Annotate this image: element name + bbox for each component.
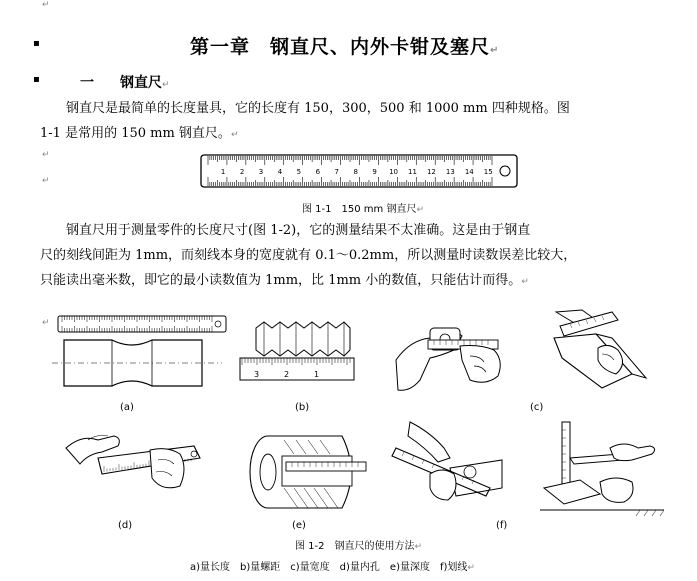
figure-f-marking-2 xyxy=(540,418,670,518)
ruler-tick-label: 12 xyxy=(426,168,436,176)
ruler-tick-label: 4 xyxy=(277,168,283,176)
figure-1-1-caption: 图 1-1 150 mm 钢直尺↵ xyxy=(302,204,424,215)
ruler-tick-label: 2 xyxy=(239,168,245,176)
figure-1-2-caption: 图 1-2 钢直尺的使用方法↵ xyxy=(295,541,423,552)
figure-label-c: (c) xyxy=(530,402,544,413)
figure-e-measure-depth xyxy=(242,432,372,516)
ruler-tick-label: 9 xyxy=(372,168,377,176)
figure-label-f: (f) xyxy=(496,520,508,531)
list-bullet: ▪ xyxy=(33,38,40,49)
figure-c-measure-width xyxy=(390,310,510,398)
figure-label-b: (b) xyxy=(295,402,310,413)
ruler-tick-label: 1 xyxy=(220,168,226,176)
figure-label-a: (a) xyxy=(120,402,134,413)
paragraph-mark: ↵ xyxy=(42,0,50,10)
ruler-b-number: 2 xyxy=(284,370,290,379)
figure-c-measure-width-2 xyxy=(542,308,662,396)
ruler-tick-label: 15 xyxy=(483,168,493,176)
paragraph-1: 钢直尺是最简单的长度量具，它的长度有 150，300，500 和 1000 mm 四种规格。图 1-1 是常用的 150 mm 钢直尺。↵ xyxy=(40,101,570,141)
paragraph-mark: ↵ xyxy=(42,150,50,160)
ruler-tick-label: 6 xyxy=(315,168,321,176)
ruler-b-number: 1 xyxy=(314,370,320,379)
figure-label-e: (e) xyxy=(292,520,306,531)
list-bullet: ▪ xyxy=(33,74,40,85)
figure-1-2-legend: a)量长度 b)量螺距 c)量宽度 d)量内孔 e)量深度 f)划线↵ xyxy=(190,562,475,573)
ruler-tick-label: 13 xyxy=(445,168,455,176)
ruler-tick-label: 8 xyxy=(353,168,358,176)
section-title: 一 钢直尺↵ xyxy=(80,75,170,91)
figure-f-marking xyxy=(390,418,510,516)
ruler-tick-label: 11 xyxy=(408,168,417,176)
paragraph-mark: ↵ xyxy=(42,318,50,328)
figure-b-measure-pitch xyxy=(238,318,358,386)
paragraph-2: 钢直尺用于测量零件的长度尺寸(图 1-2)，它的测量结果不太准确。这是由于钢直 尺的刻线间距为 1mm，而刻线本身的宽度就有 0.1～0.2mm，所以测量时读数误差比较大， 只能读出毫米数，即它的最小读数值为 1mm，比 1mm 小的数值，只能估计而得。↵ xyxy=(40,223,577,288)
figure-a-measure-length xyxy=(52,312,232,394)
ruler-tick-label: 7 xyxy=(334,168,339,176)
steel-ruler-150mm xyxy=(200,152,520,192)
ruler-b-number: 3 xyxy=(254,370,260,379)
ruler-tick-label: 14 xyxy=(464,168,474,176)
ruler-tick-label: 5 xyxy=(296,168,302,176)
ruler-tick-label: 3 xyxy=(258,168,264,176)
ruler-tick-label: 10 xyxy=(389,168,399,176)
paragraph-mark: ↵ xyxy=(42,176,50,186)
figure-d-measure-hole xyxy=(58,428,208,514)
figure-label-d: (d) xyxy=(118,520,133,531)
chapter-title: 第一章 钢直尺、内外卡钳及塞尺↵ xyxy=(190,36,500,58)
